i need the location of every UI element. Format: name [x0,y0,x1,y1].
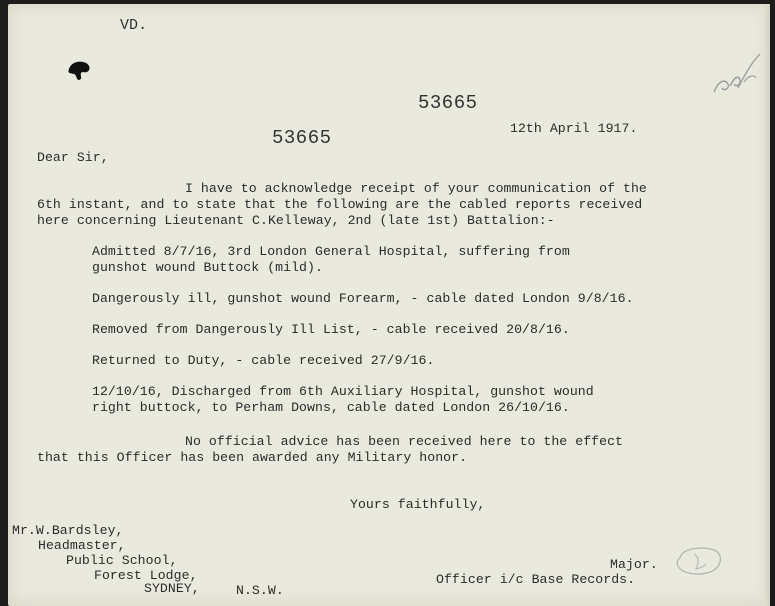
recipient-line: Public School, [66,553,178,568]
header-initials: VD. [120,17,148,34]
report-line: Admitted 8/7/16, 3rd London General Hospital, suffering from [92,244,570,259]
recipient-line: Mr.W.Bardsley, [12,523,124,538]
letter-page [8,4,770,606]
pencil-annotation-icon [708,48,766,100]
report-line: 12/10/16, Discharged from 6th Auxiliary Hospital, gunshot wound [92,384,594,399]
signatory-rank: Major. [610,557,658,572]
report-line: Removed from Dangerously Ill List, - cable received 20/8/16. [92,322,570,337]
ink-blot-icon [66,59,92,81]
letter-date: 12th April 1917. [510,121,638,136]
report-line: gunshot wound Buttock (mild). [92,260,323,275]
recipient-line: Headmaster, [38,538,126,553]
body-para1-line: I have to acknowledge receipt of your communication of the [185,181,647,196]
report-line: Returned to Duty, - cable received 27/9/16. [92,353,435,368]
report-line: right buttock, to Perham Downs, cable dated London 26/10/16. [92,400,570,415]
recipient-state: N.S.W. [236,583,284,598]
signatory-title: Officer i/c Base Records. [436,572,636,587]
signature-scribble-icon [672,542,726,580]
body-para2-line: that this Officer has been awarded any Military honor. [37,450,468,465]
body-para2-line: No official advice has been received here to the effect [185,434,624,449]
body-para1-line: 6th instant, and to state that the following are the cabled reports received [37,197,643,212]
closing: Yours faithfully, [350,497,486,512]
recipient-line: SYDNEY, [144,581,200,596]
report-line: Dangerously ill, gunshot wound Forearm, - cable dated London 9/8/16. [92,291,634,306]
salutation: Dear Sir, [37,150,109,165]
reference-number-left: 53665 [272,127,332,149]
body-para1-line: here concerning Lieutenant C.Kelleway, 2nd (late 1st) Battalion:- [37,213,555,228]
reference-number-top: 53665 [418,92,478,114]
recipient-line: Forest Lodge, [94,568,198,583]
